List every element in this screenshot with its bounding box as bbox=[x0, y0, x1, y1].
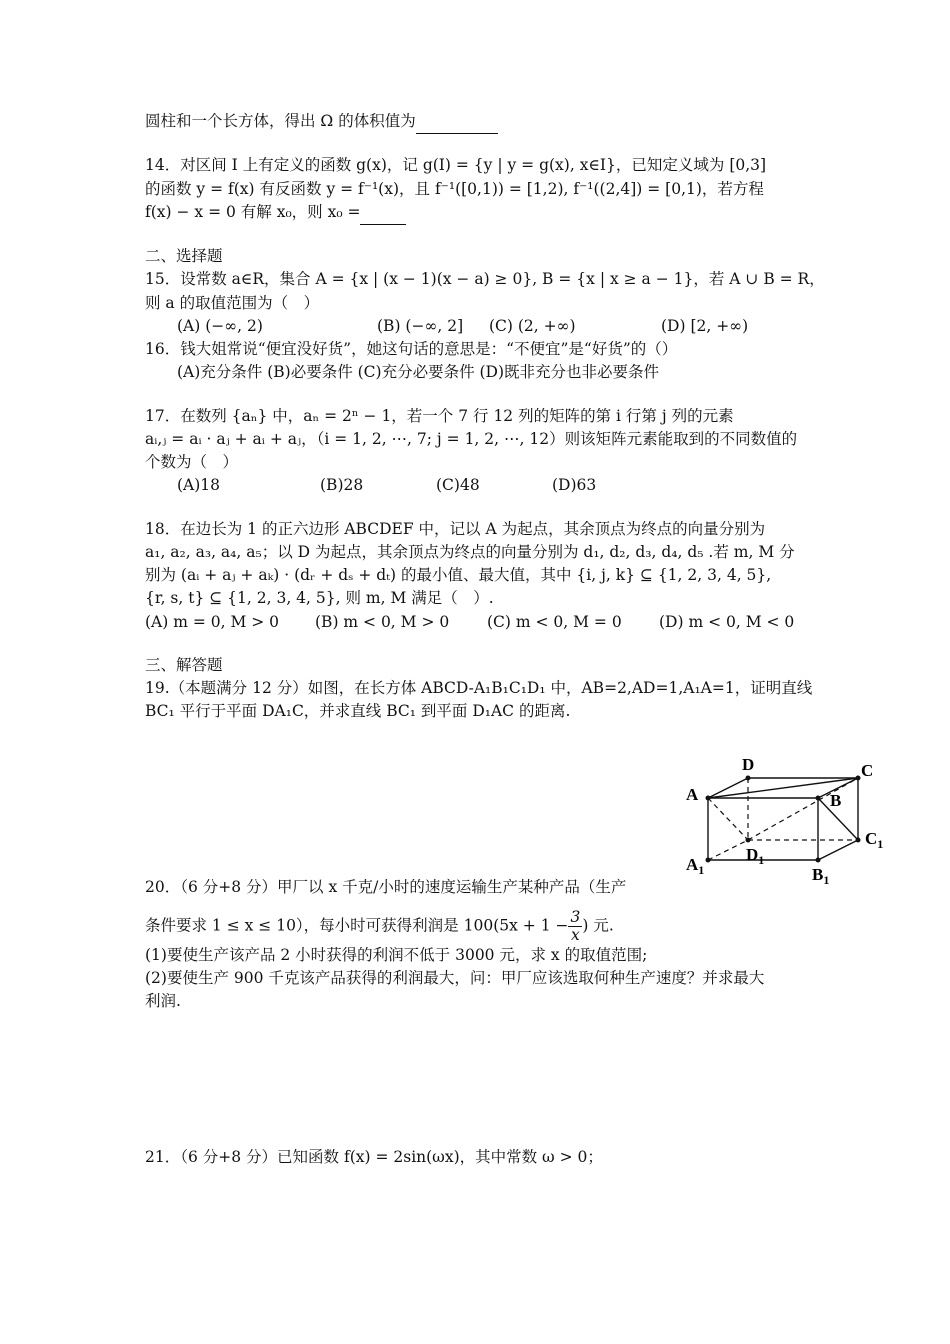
q18-option-c: (C) m < 0, M = 0 bbox=[487, 612, 622, 631]
section-heading-answer: 三、解答题 bbox=[145, 655, 223, 674]
q19-line2: BC₁ 平行于平面 DA₁C，并求直线 BC₁ 到平面 D₁AC 的距离. bbox=[145, 702, 571, 721]
edge-a1d1-hidden bbox=[708, 840, 748, 860]
q18-line4: {r, s, t} ⊆ {1, 2, 3, 4, 5}, 则 m, M 满足（ ）. bbox=[145, 589, 494, 608]
cuboid-figure bbox=[680, 752, 900, 892]
q14-line3 bbox=[145, 201, 810, 225]
exam-page bbox=[145, 110, 825, 1169]
vertex-d1 bbox=[746, 838, 751, 843]
question-21 bbox=[145, 1146, 810, 1169]
q14-line1: 14．对区间 I 上有定义的函数 g(x)，记 g(I) = {y | y = g(x), x∈I}，已知定义域为 [0,3] bbox=[145, 156, 767, 175]
vertex-b bbox=[816, 796, 821, 801]
q15-line2: 则 a 的取值范围为（ ） bbox=[145, 293, 320, 312]
q16-line1: 16．钱大姐常说“便宜没好货”，她这句话的意思是：“不便宜”是“好货”的（） bbox=[145, 340, 678, 358]
q15-line1: 15．设常数 a∈R，集合 A = {x | (x − 1)(x − a) ≥ 0}, B = {x | x ≥ a − 1}，若 A ∪ B = R， bbox=[145, 270, 825, 289]
label-c1 bbox=[865, 829, 883, 851]
cuboid-diagram bbox=[680, 752, 900, 892]
q17-option-d: (D)63 bbox=[552, 476, 597, 495]
question-15 bbox=[145, 268, 825, 338]
q15-options bbox=[145, 315, 810, 338]
q13-text: 圆柱和一个长方体，得出 Ω 的体积值为 bbox=[145, 112, 416, 130]
label-b1-sub: 1 bbox=[823, 873, 830, 887]
label-d: D bbox=[742, 755, 755, 774]
q17-option-c: (C)48 bbox=[436, 476, 480, 495]
label-c: C bbox=[861, 761, 874, 780]
q18-line3: 别为 (aᵢ + aⱼ + aₖ) · (dᵣ + dₛ + dₜ) 的最小值、最大值，其中 {i, j, k} ⊆ {1, 2, 3, 4, 5}, bbox=[145, 566, 772, 584]
vertex-c1 bbox=[856, 838, 861, 843]
diagonal-ad1-hidden bbox=[708, 798, 748, 840]
question-14 bbox=[145, 154, 810, 225]
question-20 bbox=[145, 876, 810, 1014]
label-d1-letter: D bbox=[746, 845, 759, 864]
q18-options bbox=[145, 611, 810, 634]
q20-line5: 利润. bbox=[145, 992, 181, 1011]
fraction-3-over-x bbox=[568, 909, 582, 944]
q18-option-b: (B) m < 0, M > 0 bbox=[315, 612, 450, 631]
q16-line2: (A)充分条件 (B)必要条件 (C)充分必要条件 (D)既非充分也非必要条件 bbox=[177, 363, 660, 382]
q20-line4: (2)要使生产 900 千克该产品获得的利润最大，问：甲厂应该选取何种生产速度？并求最大 bbox=[145, 969, 765, 988]
q18-line1: 18．在边长为 1 的正六边形 ABCDEF 中，记以 A 为起点，其余顶点为终点的向量分别为 bbox=[145, 519, 766, 538]
label-a1 bbox=[686, 855, 704, 877]
vertex-d bbox=[746, 776, 751, 781]
q20-line2 bbox=[145, 909, 810, 944]
answer-blank bbox=[360, 201, 406, 225]
q21-line1: 21．（6 分+8 分）已知函数 f(x) = 2sin(ωx)，其中常数 ω > 0； bbox=[145, 1147, 603, 1166]
q18-option-a: (A) m = 0, M > 0 bbox=[145, 612, 280, 631]
question-16 bbox=[145, 338, 810, 385]
q20-line1: 20．（6 分+8 分）甲厂以 x 千克/小时的速度运输生产某种产品（生产 bbox=[145, 877, 627, 896]
edge-b1c1 bbox=[818, 840, 858, 860]
answer-blank bbox=[416, 110, 498, 134]
q17-line1: 17．在数列 {aₙ} 中，aₙ = 2ⁿ − 1，若一个 7 行 12 列的矩阵的第 i 行第 j 列的元素 bbox=[145, 406, 734, 425]
question-17 bbox=[145, 405, 810, 498]
vertex-a1 bbox=[706, 858, 711, 863]
q20-line2-tail: ) 元. bbox=[582, 916, 614, 935]
q17-options bbox=[145, 474, 810, 497]
q18-line2: a₁, a₂, a₃, a₄, a₅；以 D 为起点，其余顶点为终点的向量分别为 d₁, d₂, d₃, d₄, d₅ .若 m, M 分 bbox=[145, 542, 795, 561]
q18-option-d: (D) m < 0, M < 0 bbox=[659, 612, 795, 631]
label-a1-letter: A bbox=[686, 855, 699, 874]
label-b: B bbox=[830, 791, 842, 810]
label-a1-sub: 1 bbox=[698, 863, 705, 877]
q15-option-d: (D) [2, +∞) bbox=[661, 316, 749, 335]
q20-line3: (1)要使生产该产品 2 小时获得的利润不低于 3000 元，求 x 的取值范围; bbox=[145, 945, 648, 964]
vertex-b1 bbox=[816, 858, 821, 863]
q17-option-a: (A)18 bbox=[177, 476, 221, 495]
q20-line2-text: 条件要求 1 ≤ x ≤ 10），每小时可获得利润是 100(5x + 1 − bbox=[145, 916, 569, 935]
vertex-c bbox=[856, 776, 861, 781]
diagonal-d1c-hidden bbox=[748, 778, 858, 840]
question-18 bbox=[145, 518, 810, 634]
label-c1-sub: 1 bbox=[877, 837, 884, 851]
label-d1 bbox=[746, 845, 764, 867]
q15-option-b: (B) (−∞, 2] bbox=[377, 316, 464, 335]
q15-option-c: (C) (2, +∞) bbox=[489, 316, 576, 335]
q14-line3-text: f(x) − x = 0 有解 x₀，则 x₀ = bbox=[145, 202, 361, 221]
q17-option-b: (B)28 bbox=[320, 476, 364, 495]
q17-line3: 个数为（ ） bbox=[145, 453, 239, 471]
q17-line2: aᵢ,ⱼ = aᵢ · aⱼ + aᵢ + aⱼ，（i = 1, 2, ⋯, 7; j = 1, 2, ⋯, 12）则该矩阵元素能取到的不同数值的 bbox=[145, 429, 798, 448]
label-b1-letter: B bbox=[812, 865, 824, 884]
fraction-denominator: x bbox=[571, 925, 580, 944]
label-b1 bbox=[812, 865, 829, 887]
q13-tail bbox=[145, 110, 810, 134]
q14-line2: 的函数 y = f(x) 有反函数 y = f⁻¹(x)，且 f⁻¹([0,1)) = [1,2), f⁻¹((2,4]) = [0,1)，若方程 bbox=[145, 179, 764, 198]
label-a: A bbox=[686, 785, 699, 804]
q15-option-a: (A) (−∞, 2) bbox=[177, 316, 263, 335]
question-19 bbox=[145, 677, 813, 724]
fraction-numerator: 3 bbox=[570, 907, 581, 926]
label-d1-sub: 1 bbox=[758, 853, 765, 867]
vertex-a bbox=[706, 796, 711, 801]
section-heading-choice: 二、选择题 bbox=[145, 247, 223, 265]
label-c1-letter: C bbox=[865, 829, 878, 848]
q19-line1: 19.（本题满分 12 分）如图，在长方体 ABCD-A₁B₁C₁D₁ 中，AB=2,AD=1,A₁A=1，证明直线 bbox=[145, 679, 813, 697]
